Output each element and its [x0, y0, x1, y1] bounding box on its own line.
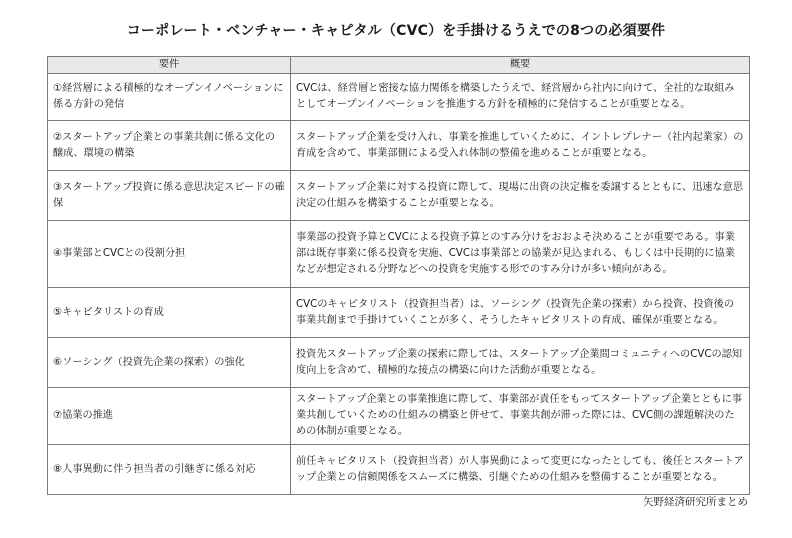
summary-cell: スタートアップ企業との事業推進に際して、事業部が責任をもってスタートアップ企業とともに事業共創していくための仕組みの構築と併せて、事業共創が滞った際には、CVC側の課題解決のための体制が重要となる。: [291, 388, 750, 445]
header-summary: 概要: [291, 57, 750, 74]
header-requirement: 要件: [48, 57, 291, 74]
table-row: [48, 171, 750, 221]
requirement-cell: ①経営層による積極的なオープンイノベーションに係る方針の発信: [48, 74, 291, 121]
table-row: [48, 445, 750, 495]
summary-cell: スタートアップ企業を受け入れ、事業を推進していくために、イントレプレナー（社内起業家）の育成を含めて、事業部側による受入れ体制の整備を進めることが重要となる。: [291, 121, 750, 171]
table-row: [48, 121, 750, 171]
requirement-cell: ③スタートアップ投資に係る意思決定スピードの確保: [48, 171, 291, 221]
table-row: [48, 221, 750, 288]
table-row: [48, 74, 750, 121]
summary-cell: 前任キャピタリスト（投資担当者）が人事異動によって変更になったとしても、後任とスタートアップ企業との信頼関係をスムーズに構築、引継ぐための仕組みを整備することが重要となる。: [291, 445, 750, 495]
summary-cell: スタートアップ企業に対する投資に際して、現場に出資の決定権を委譲するとともに、迅速な意思決定の仕組みを構築することが重要となる。: [291, 171, 750, 221]
table-row: [48, 288, 750, 338]
table-row: [48, 388, 750, 445]
requirement-cell: ⑦協業の推進: [48, 388, 291, 445]
summary-cell: 投資先スタートアップ企業の探索に際しては、スタートアップ企業間コミュニティへのCVCの認知度向上を含めて、積極的な接点の構築に向けた活動が重要となる。: [291, 338, 750, 388]
summary-cell: CVCは、経営層と密接な協力関係を構築したうえで、経営層から社内に向けて、全社的な取組みとしてオープンイノベーションを推進する方針を積極的に発信することが重要となる。: [291, 74, 750, 121]
summary-cell: CVCのキャピタリスト（投資担当者）は、ソーシング（投資先企業の探索）から投資、投資後の事業共創まで手掛けていくことが多く、そうしたキャピタリストの育成、確保が重要となる。: [291, 288, 750, 338]
requirement-cell: ④事業部とCVCとの役割分担: [48, 221, 291, 288]
requirement-cell: ⑤キャピタリストの育成: [48, 288, 291, 338]
requirement-cell: ②スタートアップ企業との事業共創に係る文化の醸成、環境の構築: [48, 121, 291, 171]
summary-cell: 事業部の投資予算とCVCによる投資予算とのすみ分けをおおよそ決めることが重要である。事業部は既存事業に係る投資を実施、CVCは事業部との協業が見込まれる、もしくは中長期的に協業などが想定される分野などへの投資を実施する形でのすみ分けが多い傾向がある。: [291, 221, 750, 288]
table-row: [48, 338, 750, 388]
requirements-table: [47, 56, 750, 495]
source-note: 矢野経済研究所まとめ: [643, 496, 748, 508]
table-header-row: [48, 57, 750, 74]
requirement-cell: ⑧人事異動に伴う担当者の引継ぎに係る対応: [48, 445, 291, 495]
requirement-cell: ⑥ソーシング（投資先企業の探索）の強化: [48, 338, 291, 388]
page-title: コーポレート・ベンチャー・キャピタル（CVC）を手掛けるうえでの8つの必須要件: [126, 23, 666, 39]
